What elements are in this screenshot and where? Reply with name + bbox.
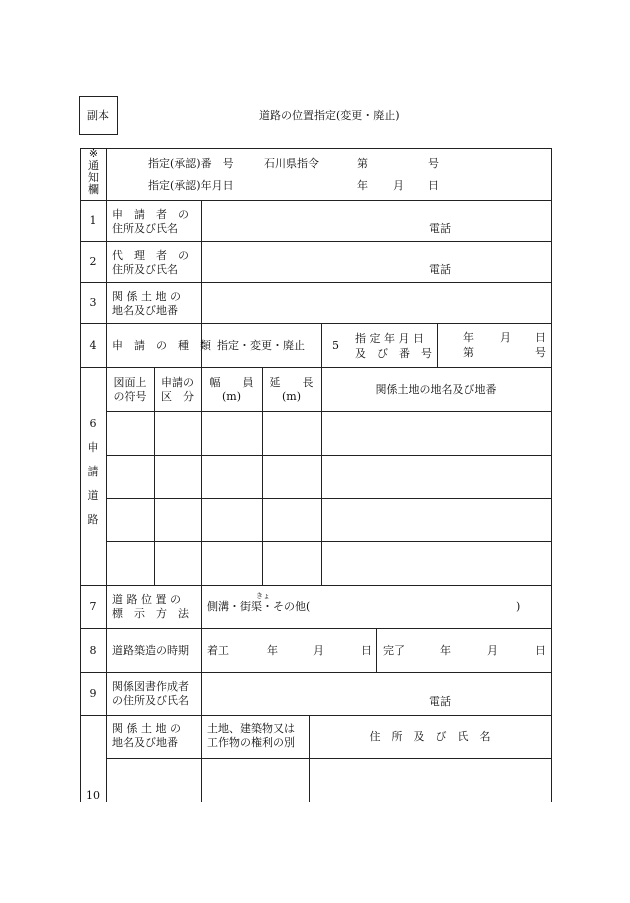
col-line: [437, 323, 438, 367]
row-line: [80, 323, 551, 324]
row5-go: 号: [535, 346, 546, 359]
row2-label: 代 理 者 の 住所及び氏名: [112, 249, 189, 276]
row8-finish: 完了: [383, 644, 405, 657]
col-line: [376, 628, 377, 672]
row8-finish-day: 日: [535, 644, 546, 657]
row7-close: ): [516, 600, 521, 613]
row2-number: 2: [89, 255, 97, 268]
notice-date-label: 指定(承認)年月日: [148, 179, 234, 192]
notice-dai: 第: [357, 157, 368, 170]
row2-phone-label: 電話: [429, 263, 451, 276]
row3-label: 関 係 土 地 の 地名及び地番: [112, 290, 181, 317]
row8-start-day: 日: [361, 644, 372, 657]
row1-number: 1: [89, 214, 97, 227]
row5-dai: 第: [463, 346, 474, 359]
row-line: [80, 585, 551, 586]
page-title: 道路の位置指定(変更・廃止): [259, 109, 400, 122]
row5-day: 日: [535, 331, 546, 344]
col-line: [309, 715, 310, 802]
col-line: [106, 200, 107, 367]
row-line: [106, 541, 551, 542]
row8-number: 8: [89, 644, 97, 657]
row-line: [106, 758, 551, 759]
row6-col-length: 延 長 (m): [269, 376, 314, 403]
row1-phone-label: 電話: [429, 222, 451, 235]
row8-start-year: 年: [267, 644, 278, 657]
notice-label: ※ 通 知 欄: [88, 147, 99, 196]
row6-col-width: 幅 員 (m): [209, 376, 254, 403]
row7-methods: 側溝・街渠・その他(: [207, 600, 311, 613]
row8-start-month: 月: [313, 644, 324, 657]
row-line: [80, 628, 551, 629]
row9-label: 関係図書作成者 の住所及び氏名: [112, 680, 189, 707]
row-line: [80, 282, 551, 283]
col-line: [201, 585, 202, 802]
row10-label: 関 係 土 地 の 地名及び地番: [112, 722, 181, 749]
row4-number: 4: [89, 339, 97, 352]
row6-label: 6 申 請 道 路: [87, 417, 99, 526]
row-line: [80, 241, 551, 242]
row-line: [80, 715, 551, 716]
row-line: [106, 498, 551, 499]
notice-go: 号: [428, 157, 439, 170]
copy-label: 副本: [87, 109, 109, 122]
row-line: [106, 455, 551, 456]
col-line: [106, 148, 107, 200]
row5-year: 年: [463, 331, 474, 344]
row-line: [106, 411, 551, 412]
row4-label: 申 請 の 種 類: [112, 339, 211, 352]
notice-prefecture: 石川県指令: [264, 157, 319, 170]
row5-month: 月: [500, 331, 511, 344]
notice-number-label: 指定(承認)番 号: [148, 157, 234, 170]
row10-number: 10: [86, 789, 100, 802]
row7-ruby: きょ: [256, 592, 270, 600]
row-line: [80, 672, 551, 673]
col-line: [106, 585, 107, 802]
row8-finish-year: 年: [440, 644, 451, 657]
table-top-border: [80, 148, 551, 149]
row-line: [80, 200, 551, 201]
row5-label: 指 定 年 月 日 及 び 番 号: [355, 332, 432, 360]
notice-day: 日: [428, 179, 439, 192]
row7-label: 道 路 位 置 の 標 示 方 法: [112, 593, 189, 620]
row10-address: 住 所 及 び 氏 名: [369, 730, 491, 743]
row9-number: 9: [89, 687, 97, 700]
row3-number: 3: [89, 296, 97, 309]
col-line: [321, 323, 322, 585]
notice-year: 年: [357, 179, 368, 192]
row6-col-class: 申請の 区 分: [161, 376, 194, 403]
notice-month: 月: [393, 179, 404, 192]
row8-start: 着工: [207, 644, 229, 657]
row6-col-land: 関係土地の地名及び地番: [375, 383, 497, 396]
row-line: [80, 367, 551, 368]
row9-phone-label: 電話: [429, 695, 451, 708]
row6-col-symbol: 図面上 の符号: [113, 376, 147, 403]
row1-label: 申 請 者 の 住所及び氏名: [112, 208, 189, 235]
row10-rights: 土地、建築物又は 工作物の権利の別: [207, 722, 295, 749]
row5-number: 5: [332, 339, 339, 352]
table-right-border: [551, 148, 552, 802]
row4-kinds: 指定・変更・廃止: [217, 339, 305, 352]
row8-finish-month: 月: [487, 644, 498, 657]
row7-number: 7: [89, 600, 97, 613]
row8-label: 道路築造の時期: [112, 644, 189, 657]
